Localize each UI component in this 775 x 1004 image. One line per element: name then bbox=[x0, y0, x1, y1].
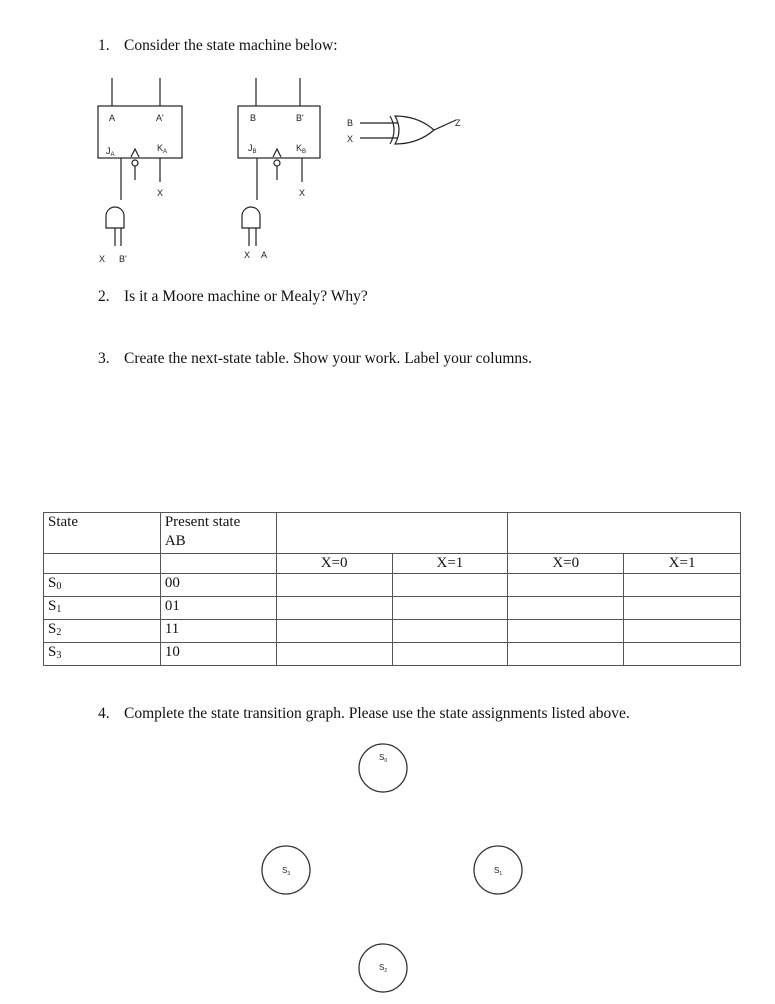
question-number: 4. bbox=[98, 705, 110, 722]
header-present-ab: AB bbox=[164, 533, 186, 549]
xor-output-z: Z bbox=[455, 118, 461, 128]
ff-a-output-a-prime: A' bbox=[156, 113, 164, 123]
ff-a-k-sub: A bbox=[163, 149, 168, 155]
ff-b-k-input: X bbox=[299, 188, 306, 198]
question-text: Complete the state transition graph. Please use the state assignments listed above. bbox=[124, 705, 630, 722]
answer-cell[interactable] bbox=[508, 597, 624, 620]
table-row bbox=[44, 643, 741, 666]
clock-triangle bbox=[131, 149, 139, 157]
answer-cell[interactable] bbox=[392, 574, 508, 597]
question-text: Create the next-state table. Show your work. Label your columns. bbox=[124, 350, 533, 367]
ff-b-k-sub: B bbox=[302, 149, 307, 155]
table-header-row bbox=[44, 513, 741, 554]
ff-a-j-label: J bbox=[106, 146, 111, 156]
svg-text:KB bbox=[296, 143, 306, 155]
and-gate-a bbox=[106, 207, 124, 228]
state-transition-graph bbox=[0, 724, 775, 1004]
question-2 bbox=[98, 288, 368, 306]
answer-cell[interactable] bbox=[624, 597, 741, 620]
state-cell: $S_3$ bbox=[44, 643, 161, 666]
question-number: 2. bbox=[98, 288, 110, 305]
state-node-s3[interactable] bbox=[262, 846, 310, 894]
question-number: 1. bbox=[98, 37, 110, 54]
table-row bbox=[44, 574, 741, 597]
answer-cell[interactable] bbox=[392, 620, 508, 643]
and-gate-b bbox=[242, 207, 260, 228]
state-node-s1[interactable] bbox=[474, 846, 522, 894]
ff-b-output-b: B bbox=[250, 113, 257, 123]
answer-cell[interactable] bbox=[276, 597, 392, 620]
present-state-cell: 00 bbox=[160, 574, 276, 597]
header-blank-group-1[interactable] bbox=[276, 513, 508, 554]
answer-cell[interactable] bbox=[508, 574, 624, 597]
answer-cell[interactable] bbox=[392, 643, 508, 666]
subheader-x0-b: X=0 bbox=[508, 554, 624, 574]
xor-gate bbox=[347, 116, 461, 144]
ff-a-k-input: X bbox=[157, 188, 164, 198]
answer-cell[interactable] bbox=[508, 620, 624, 643]
question-4 bbox=[98, 705, 630, 723]
xor-input-x: X bbox=[347, 134, 354, 144]
and-b-input-x: X bbox=[244, 250, 251, 260]
flip-flop-b bbox=[238, 78, 320, 260]
ff-a-output-a: A bbox=[109, 113, 116, 123]
clock-triangle bbox=[273, 149, 281, 157]
question-text: Consider the state machine below: bbox=[124, 37, 338, 54]
subheader-x0-a: X=0 bbox=[276, 554, 392, 574]
state-cell: $S_2$ bbox=[44, 620, 161, 643]
ff-b-k-label: K bbox=[296, 143, 303, 153]
question-text: Is it a Moore machine or Mealy? Why? bbox=[124, 288, 368, 305]
table-row bbox=[44, 597, 741, 620]
and-b-input-a: A bbox=[261, 250, 268, 260]
svg-text:JB bbox=[248, 143, 257, 155]
ff-a-k-label: K bbox=[157, 143, 164, 153]
answer-cell[interactable] bbox=[276, 620, 392, 643]
answer-cell[interactable] bbox=[276, 574, 392, 597]
header-blank-group-2[interactable] bbox=[508, 513, 741, 554]
next-state-table bbox=[43, 512, 741, 666]
answer-cell[interactable] bbox=[624, 643, 741, 666]
answer-cell[interactable] bbox=[624, 574, 741, 597]
present-state-cell: 10 bbox=[160, 643, 276, 666]
flip-flop-a bbox=[98, 78, 182, 264]
svg-text:KA bbox=[157, 143, 167, 155]
present-state-cell: 01 bbox=[160, 597, 276, 620]
answer-cell[interactable] bbox=[508, 643, 624, 666]
table-row bbox=[44, 620, 741, 643]
subheader-empty bbox=[44, 554, 161, 574]
svg-text:S3: $S_3$ bbox=[282, 866, 291, 877]
question-3 bbox=[98, 350, 532, 368]
ff-b-j-sub: B bbox=[252, 149, 257, 155]
xor-input-b: B bbox=[347, 118, 354, 128]
state-node-s0[interactable] bbox=[359, 744, 407, 792]
ff-a-j-sub: A bbox=[110, 152, 115, 158]
header-present-label: Present state bbox=[164, 514, 241, 530]
subheader-empty bbox=[160, 554, 276, 574]
state-cell: $S_0$ bbox=[44, 574, 161, 597]
table-subheader-row bbox=[44, 554, 741, 574]
subheader-x1-a: X=1 bbox=[392, 554, 508, 574]
ff-b-j-label: J bbox=[248, 143, 253, 153]
state-cell: $S_1$ bbox=[44, 597, 161, 620]
state-machine-circuit bbox=[0, 0, 775, 280]
answer-cell[interactable] bbox=[392, 597, 508, 620]
answer-cell[interactable] bbox=[624, 620, 741, 643]
answer-cell[interactable] bbox=[276, 643, 392, 666]
and-a-input-x: X bbox=[99, 254, 106, 264]
svg-text:S1: $S_1$ bbox=[494, 866, 503, 877]
present-state-cell: 11 bbox=[160, 620, 276, 643]
svg-text:JA bbox=[106, 146, 115, 158]
subheader-x1-b: X=1 bbox=[624, 554, 741, 574]
header-present-state bbox=[160, 513, 276, 554]
header-state: State bbox=[44, 513, 161, 554]
svg-text:S2: $S_2$ bbox=[379, 963, 388, 974]
and-a-input-b-prime: B' bbox=[119, 254, 127, 264]
svg-text:S0: $S_0$ bbox=[379, 753, 388, 764]
state-node-s2[interactable] bbox=[359, 944, 407, 992]
ff-b-output-b-prime: B' bbox=[296, 113, 304, 123]
question-number: 3. bbox=[98, 350, 110, 367]
